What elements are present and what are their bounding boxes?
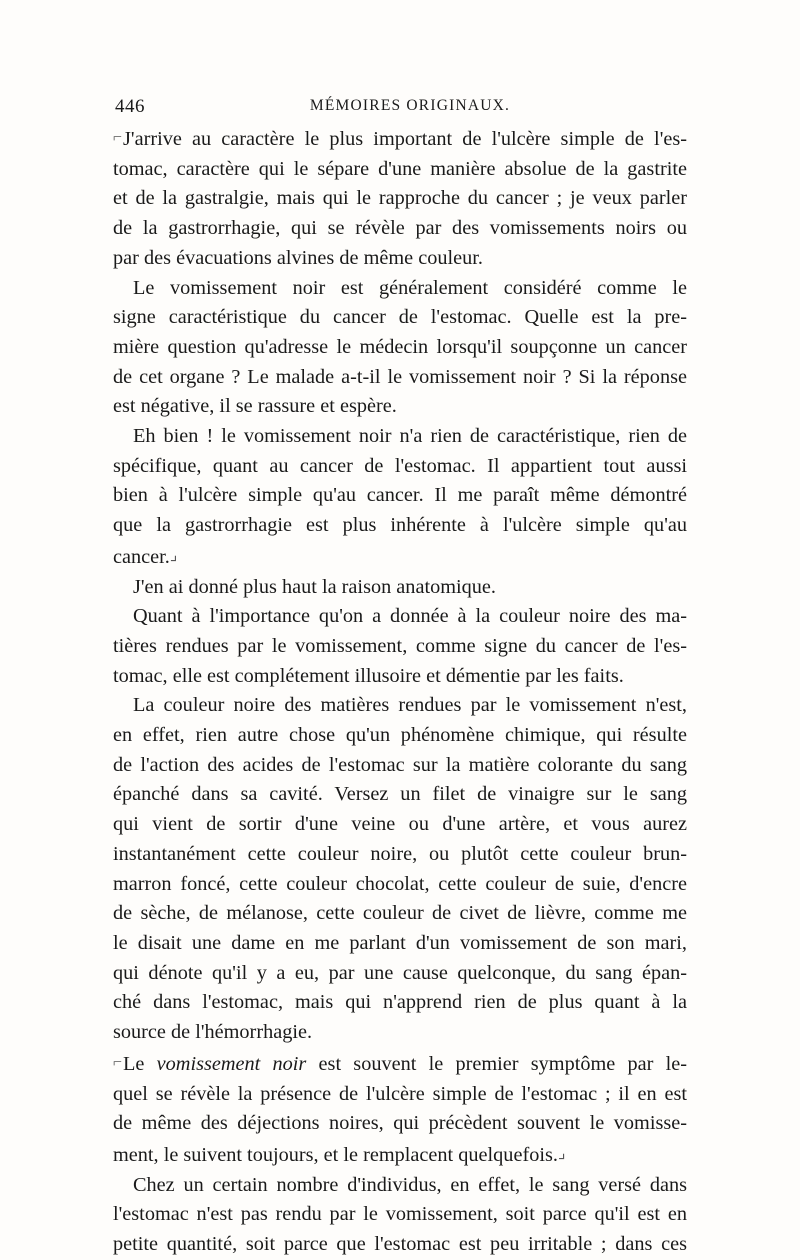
text-line: de sèche, de mélanose, cette couleur de civet de lièvre, comme me	[113, 902, 687, 925]
text-line: par des évacuations alvines de même couleur.	[113, 246, 483, 269]
text-line: quel se révèle la présence de l'ulcère simple de l'estomac ; il en est	[113, 1082, 687, 1105]
text-line: de cet organe ? Le malade a-t-il le vomissement noir ? Si la réponse	[113, 365, 687, 388]
text-line: ché dans l'estomac, mais qui n'apprend rien de plus quant à la	[113, 991, 687, 1014]
margin-bracket-mark: ⌐	[113, 1053, 123, 1071]
text-line: en effet, rien autre chose qu'un phénomène chimique, qui résulte	[113, 724, 687, 747]
margin-bracket-mark: ⌟	[557, 1144, 566, 1162]
text-line: le disait une dame en me parlant d'un vomissement de son mari,	[113, 931, 687, 954]
text-line: l'estomac n'est pas rendu par le vomissement, soit parce qu'il est en	[113, 1203, 687, 1226]
margin-bracket-mark: ⌟	[169, 546, 178, 564]
page-number: 446	[115, 96, 145, 117]
text-line: Eh bien ! le vomissement noir n'a rien de caractéristique, rien de	[133, 425, 687, 448]
text-line: est négative, il se rassure et espère.	[113, 395, 397, 418]
text-line: cancer.⌟	[113, 541, 687, 573]
text-line: Chez un certain nombre d'individus, en effet, le sang versé dans	[133, 1173, 687, 1196]
text-line: ment, le suivent toujours, et le remplacent quelquefois.⌟	[113, 1139, 687, 1171]
text-line: mière question qu'adresse le médecin lorsqu'il soupçonne un cancer	[113, 335, 687, 358]
text-line: ⌐J'arrive au caractère le plus important de l'ulcère simple de l'es-	[113, 123, 687, 155]
page-header	[113, 96, 687, 122]
text-line: de l'action des acides de l'estomac sur la matière colorante du sang	[113, 753, 687, 776]
text-line: petite quantité, soit parce que l'estomac est peu irritable ; dans ces	[113, 1233, 687, 1256]
text-line: marron foncé, cette couleur chocolat, cette couleur de suie, d'encre	[113, 872, 687, 895]
italic-phrase: vomissement noir	[156, 1052, 307, 1075]
text-line: et de la gastralgie, mais qui le rapproche du cancer ; je veux parler	[113, 187, 687, 210]
text-line: spécifique, quant au cancer de l'estomac. Il appartient tout aussi	[113, 454, 687, 477]
text-line: ⌐Le vomissement noir est souvent le premier symptôme par le-	[113, 1048, 687, 1080]
margin-bracket-mark: ⌐	[113, 129, 123, 146]
text-line: qui vient de sortir d'une veine ou d'une artère, et vous aurez	[113, 813, 687, 836]
body-text	[113, 123, 687, 1260]
text-line: que la gastrorrhagie est plus inhérente à l'ulcère simple qu'au	[113, 514, 687, 537]
text-line: tières rendues par le vomissement, comme signe du cancer de l'es-	[113, 634, 687, 657]
text-line: Quant à l'importance qu'on a donnée à la couleur noire des ma-	[133, 605, 687, 628]
text-line: La couleur noire des matières rendues par le vomissement n'est,	[133, 694, 687, 717]
text-line: source de l'hémorrhagie.	[113, 1021, 313, 1044]
text-line: J'en ai donné plus haut la raison anatomique.	[133, 575, 496, 598]
running-head: MÉMOIRES ORIGINAUX.	[309, 97, 511, 114]
text-line: signe caractéristique du cancer de l'estomac. Quelle est la pre-	[113, 306, 687, 329]
text-line: tomac, caractère qui le sépare d'une manière absolue de la gastrite	[113, 157, 687, 180]
text-line: qui dénote qu'il y a eu, par une cause quelconque, du sang épan-	[113, 961, 687, 984]
text-line: instantanément cette couleur noire, ou plutôt cette couleur brun-	[113, 842, 687, 865]
text-line: de même des déjections noires, qui précèdent souvent le vomisse-	[113, 1112, 687, 1135]
text-line: épanché dans sa cavité. Versez un filet de vinaigre sur le sang	[113, 783, 687, 806]
text-line: tomac, elle est complétement illusoire et démentie par les faits.	[113, 664, 624, 687]
text-line: bien à l'ulcère simple qu'au cancer. Il me paraît même démontré	[113, 484, 687, 507]
text-line: Le vomissement noir est généralement considéré comme le	[133, 276, 687, 299]
text-line: de la gastrorrhagie, qui se révèle par des vomissements noirs ou	[113, 217, 687, 240]
